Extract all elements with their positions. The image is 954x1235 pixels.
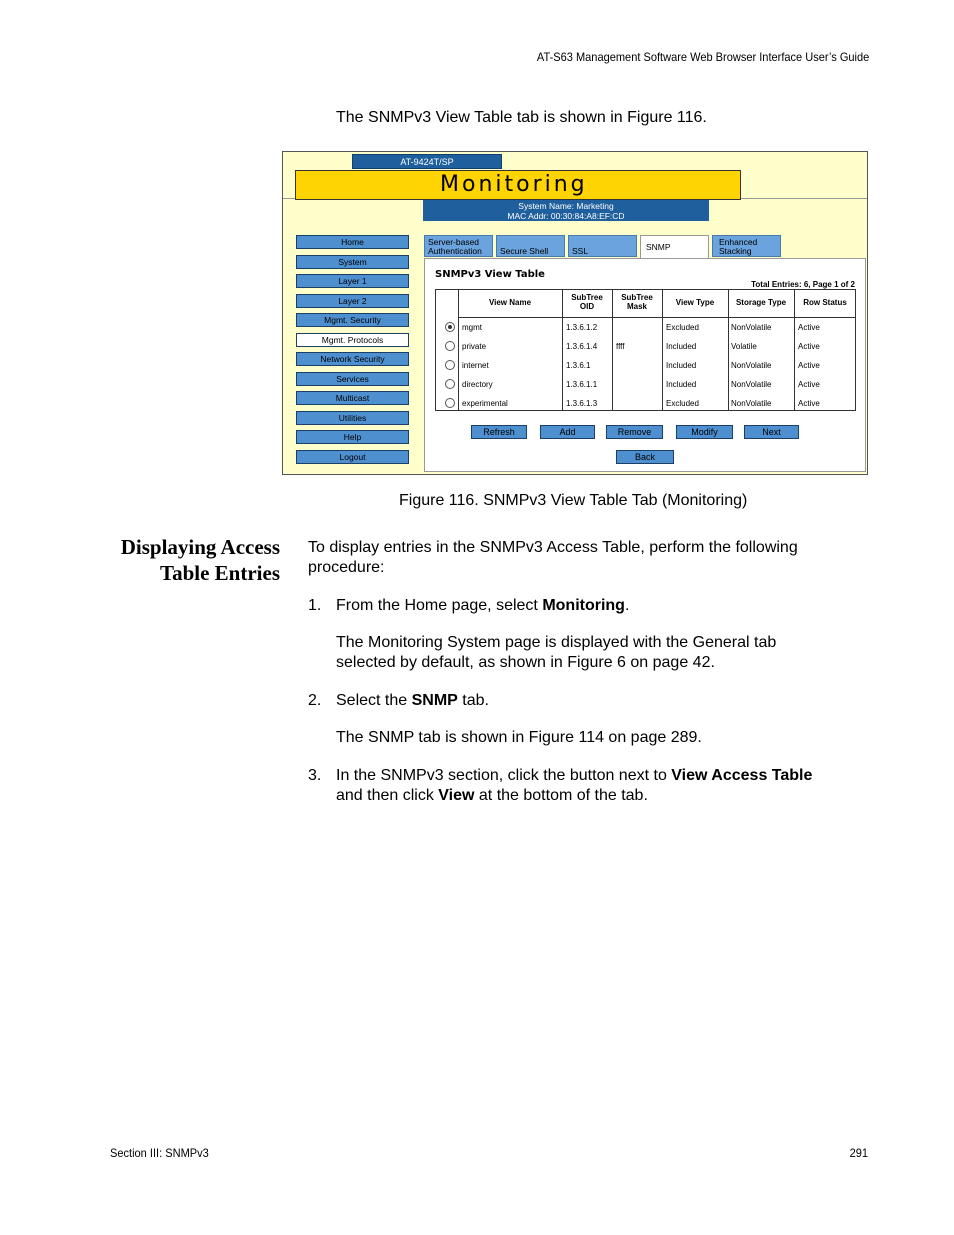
nav-logout[interactable]: Logout: [296, 450, 409, 464]
table-cell: Included: [666, 342, 697, 351]
tab-secure-shell[interactable]: Secure Shell: [496, 235, 565, 257]
table-cell: 1.3.6.1.1: [566, 380, 598, 389]
step-3-number: 3.: [308, 767, 322, 784]
table-cell: mgmt: [462, 323, 482, 332]
table-cell: private: [462, 342, 487, 351]
table-cell: ffff: [616, 342, 625, 351]
refresh-button[interactable]: Refresh: [471, 425, 527, 439]
table-cell: 1.3.6.1.4: [566, 342, 598, 351]
figure-screenshot: [282, 151, 868, 475]
intro-text: The SNMPv3 View Table tab is shown in Figure 116.: [336, 109, 707, 126]
tab-server-auth-line1: Server-based: [428, 237, 480, 247]
col-storage-type: Storage Type: [735, 298, 787, 307]
mac-address: MAC Addr: 00:30:84:A8:EF:CD: [507, 211, 625, 221]
step-2: Select the SNMP tab.: [336, 692, 489, 709]
table-cell: Included: [666, 380, 697, 389]
col-subtree-mask-line1: SubTree: [621, 293, 653, 302]
col-row-status: Row Status: [803, 298, 847, 307]
panel-title: SNMPv3 View Table: [435, 269, 545, 280]
col-subtree-mask: [612, 293, 662, 311]
step-1: From the Home page, select Monitoring.: [336, 597, 630, 614]
nav-multicast[interactable]: Multicast: [296, 391, 409, 405]
col-view-name: View Name: [488, 298, 532, 307]
table-cell: Active: [798, 361, 820, 370]
table-cell: NonVolatile: [731, 323, 772, 332]
page-number: 291: [849, 1146, 868, 1160]
tab-enhanced-line1: Enhanced: [719, 237, 758, 247]
system-info: [423, 200, 709, 221]
nav-mgmt-security[interactable]: Mgmt. Security: [296, 313, 409, 327]
device-label: AT-9424T/SP: [352, 154, 502, 169]
section-intro-line1: To display entries in the SNMPv3 Access Table, perform the following: [308, 539, 798, 556]
col-view-type: View Type: [675, 298, 715, 307]
col-subtree-oid-line1: SubTree: [571, 293, 603, 302]
nav-help[interactable]: Help: [296, 430, 409, 444]
nav-layer2[interactable]: Layer 2: [296, 294, 409, 308]
table-cell: 1.3.6.1.2: [566, 323, 598, 332]
table-cell: NonVolatile: [731, 380, 772, 389]
nav-services[interactable]: Services: [296, 372, 409, 386]
table-cell: internet: [462, 361, 489, 370]
col-subtree-mask-line2: Mask: [626, 302, 647, 311]
nav-system[interactable]: System: [296, 255, 409, 269]
section-intro: [308, 538, 798, 578]
next-button[interactable]: Next: [744, 425, 799, 439]
row-select-radio[interactable]: [445, 398, 455, 408]
nav-home[interactable]: Home: [296, 235, 409, 249]
section-intro-line2: procedure:: [308, 559, 385, 576]
section-heading-line1: Displaying Access: [120, 535, 280, 559]
nav-layer1[interactable]: Layer 1: [296, 274, 409, 288]
row-select-radio[interactable]: [445, 341, 455, 351]
add-button[interactable]: Add: [540, 425, 595, 439]
table-cell: NonVolatile: [731, 361, 772, 370]
step-1-note-line2: selected by default, as shown in Figure 6 on page 42.: [336, 654, 715, 671]
table-cell: Active: [798, 323, 820, 332]
col-subtree-oid-line2: OID: [579, 302, 595, 311]
step-1-note: [336, 633, 776, 673]
tab-snmp[interactable]: SNMP: [640, 235, 709, 259]
step-3: In the SNMPv3 section, click the button next to View Access Table and then click View at the bottom of the tab.: [336, 767, 813, 804]
table-cell: Volatile: [731, 342, 757, 351]
section-heading: [121, 534, 280, 586]
step-2-number: 2.: [308, 692, 322, 709]
col-subtree-oid: [562, 293, 612, 311]
row-select-radio[interactable]: [445, 379, 455, 389]
modify-button[interactable]: Modify: [676, 425, 733, 439]
monitoring-banner: Monitoring: [295, 170, 741, 200]
table-cell: Excluded: [666, 399, 699, 408]
footer-section: Section III: SNMPv3: [110, 1146, 209, 1160]
nav-utilities[interactable]: Utilities: [296, 411, 409, 425]
system-name: System Name: Marketing: [518, 201, 614, 211]
running-header: AT-S63 Management Software Web Browser Interface User’s Guide: [536, 50, 869, 64]
table-cell: 1.3.6.1: [566, 361, 591, 370]
table-cell: experimental: [462, 399, 508, 408]
tab-server-auth-line2: Authentication: [428, 246, 482, 256]
tab-enhanced-stacking[interactable]: [712, 235, 781, 257]
table-cell: Included: [666, 361, 697, 370]
section-heading-line2: Table Entries: [160, 561, 280, 585]
nav-mgmt-protocols[interactable]: Mgmt. Protocols: [296, 333, 409, 347]
step-1-number: 1.: [308, 597, 322, 614]
nav-network-security[interactable]: Network Security: [296, 352, 409, 366]
step-1-note-line1: The Monitoring System page is displayed with the General tab: [336, 634, 777, 651]
tab-enhanced-line2: Stacking: [719, 246, 752, 256]
table-cell: Active: [798, 380, 820, 389]
figure-caption: Figure 116. SNMPv3 View Table Tab (Monitoring): [399, 492, 748, 509]
table-cell: NonVolatile: [731, 399, 772, 408]
remove-button[interactable]: Remove: [606, 425, 663, 439]
table-cell: Excluded: [666, 323, 699, 332]
view-table: [435, 289, 856, 411]
back-button[interactable]: Back: [616, 450, 674, 464]
total-entries: Total Entries: 6, Page 1 of 2: [751, 280, 855, 289]
table-cell: 1.3.6.1.3: [566, 399, 598, 408]
table-cell: Active: [798, 399, 820, 408]
row-select-radio[interactable]: [445, 360, 455, 370]
table-cell: Active: [798, 342, 820, 351]
row-select-radio[interactable]: [445, 322, 455, 332]
tab-server-auth[interactable]: [424, 235, 493, 257]
table-cell: directory: [462, 380, 493, 389]
snmpv3-view-panel: [424, 258, 866, 472]
tab-ssl[interactable]: SSL: [568, 235, 637, 257]
step-2-note: The SNMP tab is shown in Figure 114 on page 289.: [336, 729, 702, 746]
